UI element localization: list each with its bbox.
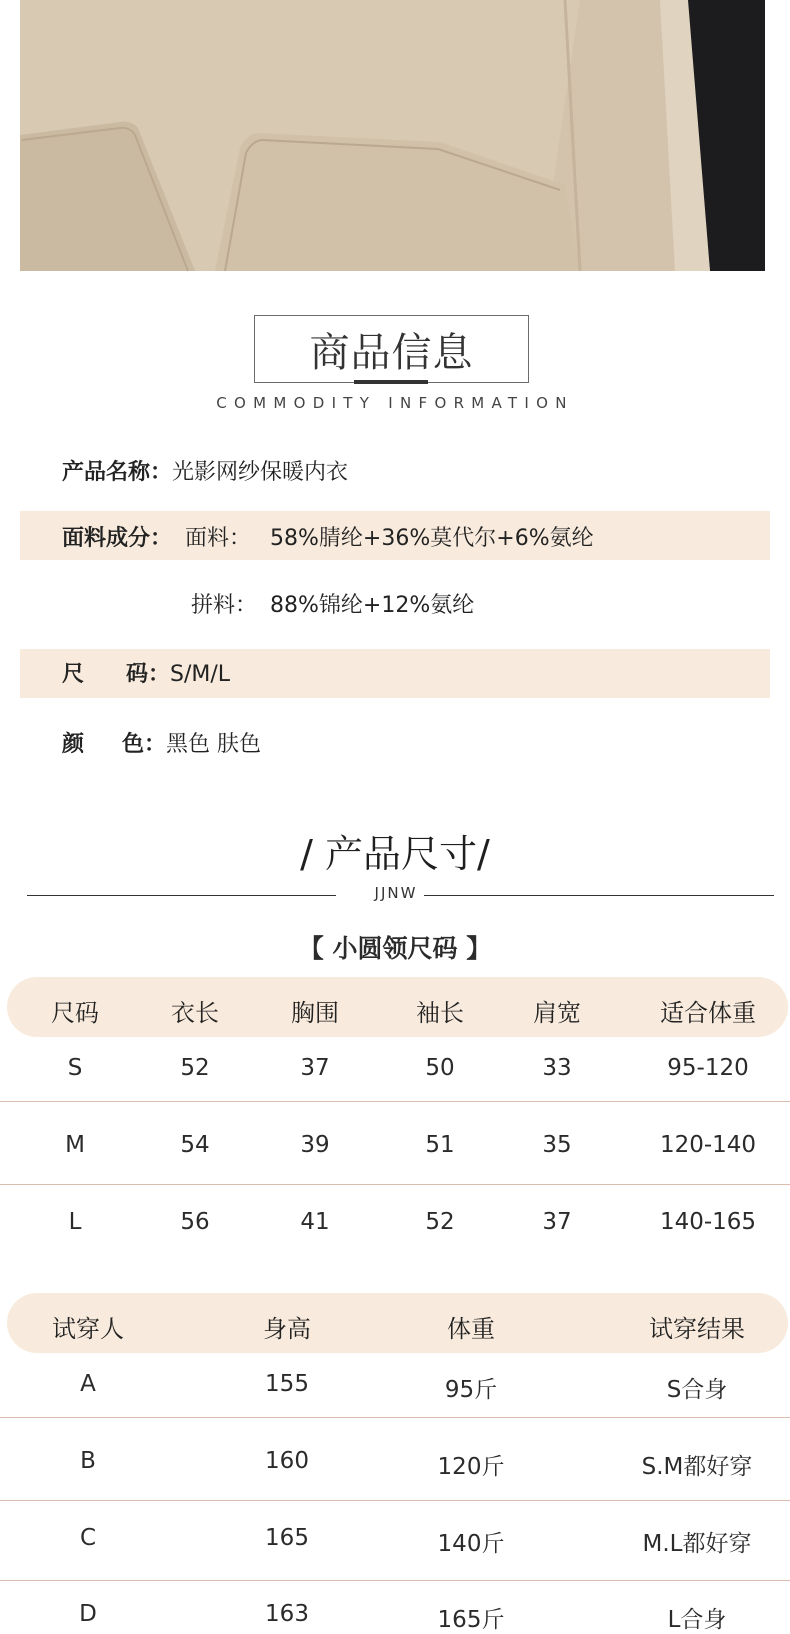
size-header-cell: 肩宽 [533,999,581,1027]
color-row [62,727,261,758]
product-name-row [62,455,348,486]
fit-table-cell: L合身 [667,1607,727,1633]
color-label-a: 颜 [62,732,85,757]
product-photo [20,0,765,271]
brand-logo: JJNW [374,884,418,902]
commodity-title-frame [254,315,529,383]
size-row-divider [0,1184,790,1185]
fit-table-cell: 165 [265,1525,309,1551]
fabric-label: 面料成分： [62,526,173,551]
size-table-cell: L [68,1209,82,1235]
product-name-label: 产品名称： [62,460,173,485]
size-label-b: 码： [126,662,171,687]
fit-table-cell: 95斤 [444,1377,498,1403]
fit-row-divider [0,1417,790,1418]
fabric-main-label: 面料： [185,526,252,551]
size-table-cell: S [67,1055,83,1081]
fit-table-cell: 155 [265,1371,309,1397]
size-table-cell: 37 [300,1055,330,1081]
fit-table-cell: S合身 [666,1377,728,1403]
fabric-row [62,521,594,552]
color-value: 黑色 肤色 [166,732,262,757]
size-table-cell: 52 [425,1209,455,1235]
fit-header-cell: 体重 [447,1315,495,1343]
size-table-cell: 54 [180,1132,210,1158]
size-table-cell: 33 [542,1055,572,1081]
size-row-divider [0,1101,790,1102]
divider-right [424,895,774,896]
size-header-cell: 尺码 [51,999,99,1027]
commodity-title: 商品信息 [309,329,474,376]
fit-header-cell: 试穿结果 [649,1315,745,1343]
title-underline [354,380,428,384]
size-section-heading: / 产品尺寸/ [300,832,490,876]
fabric-main-value: 58%腈纶+36%莫代尔+6%氨纶 [270,526,594,551]
size-value: S/M/L [170,662,231,687]
fit-table-cell: D [79,1601,97,1627]
size-table-cell: 56 [180,1209,210,1235]
size-table-cell: 52 [180,1055,210,1081]
fabric-panel-row [191,588,474,619]
fit-table-cell: 165斤 [437,1607,505,1633]
fit-header-cell: 试穿人 [52,1315,124,1343]
size-table-cell: 41 [300,1209,330,1235]
size-table-cell: 51 [425,1132,455,1158]
fit-table-cell: B [80,1448,96,1474]
size-table-cell: 39 [300,1132,330,1158]
fit-row-divider [0,1580,790,1581]
size-label-a: 尺 [62,662,85,687]
size-table-cell: 37 [542,1209,572,1235]
size-table-cell: 50 [425,1055,455,1081]
size-header-cell: 袖长 [416,999,464,1027]
divider-left [27,895,336,896]
fit-table-cell: 140斤 [437,1531,505,1557]
fit-table-cell: 120斤 [437,1454,505,1480]
size-table-cell: 35 [542,1132,572,1158]
size-table-cell: M [65,1132,85,1158]
size-header-cell: 适合体重 [660,999,756,1027]
size-table-cell: 95-120 [667,1055,749,1081]
size-header-cell: 衣长 [171,999,219,1027]
size-table-caption: 【 小圆领尺码 】 [298,934,492,963]
fit-row-divider [0,1500,790,1501]
fit-table-cell: 163 [265,1601,309,1627]
fit-table-cell: 160 [265,1448,309,1474]
fit-table-cell: S.M都好穿 [641,1454,753,1480]
product-name-value: 光影网纱保暖内衣 [172,460,349,485]
fit-table-cell: A [80,1371,96,1397]
fit-table-cell: C [79,1525,97,1551]
commodity-subtitle: COMMODITY INFORMATION [216,394,574,412]
size-table-cell: 120-140 [659,1132,757,1158]
fabric-panel-label: 拼料： [191,593,258,618]
fabric-panel-value: 88%锦纶+12%氨纶 [270,593,475,618]
fit-table-cell: M.L都好穿 [642,1531,752,1557]
size-header-cell: 胸围 [291,999,339,1027]
color-label-b: 色： [122,732,167,757]
fit-header-cell: 身高 [263,1315,311,1343]
size-row [62,657,230,688]
size-table-cell: 140-165 [659,1209,757,1235]
